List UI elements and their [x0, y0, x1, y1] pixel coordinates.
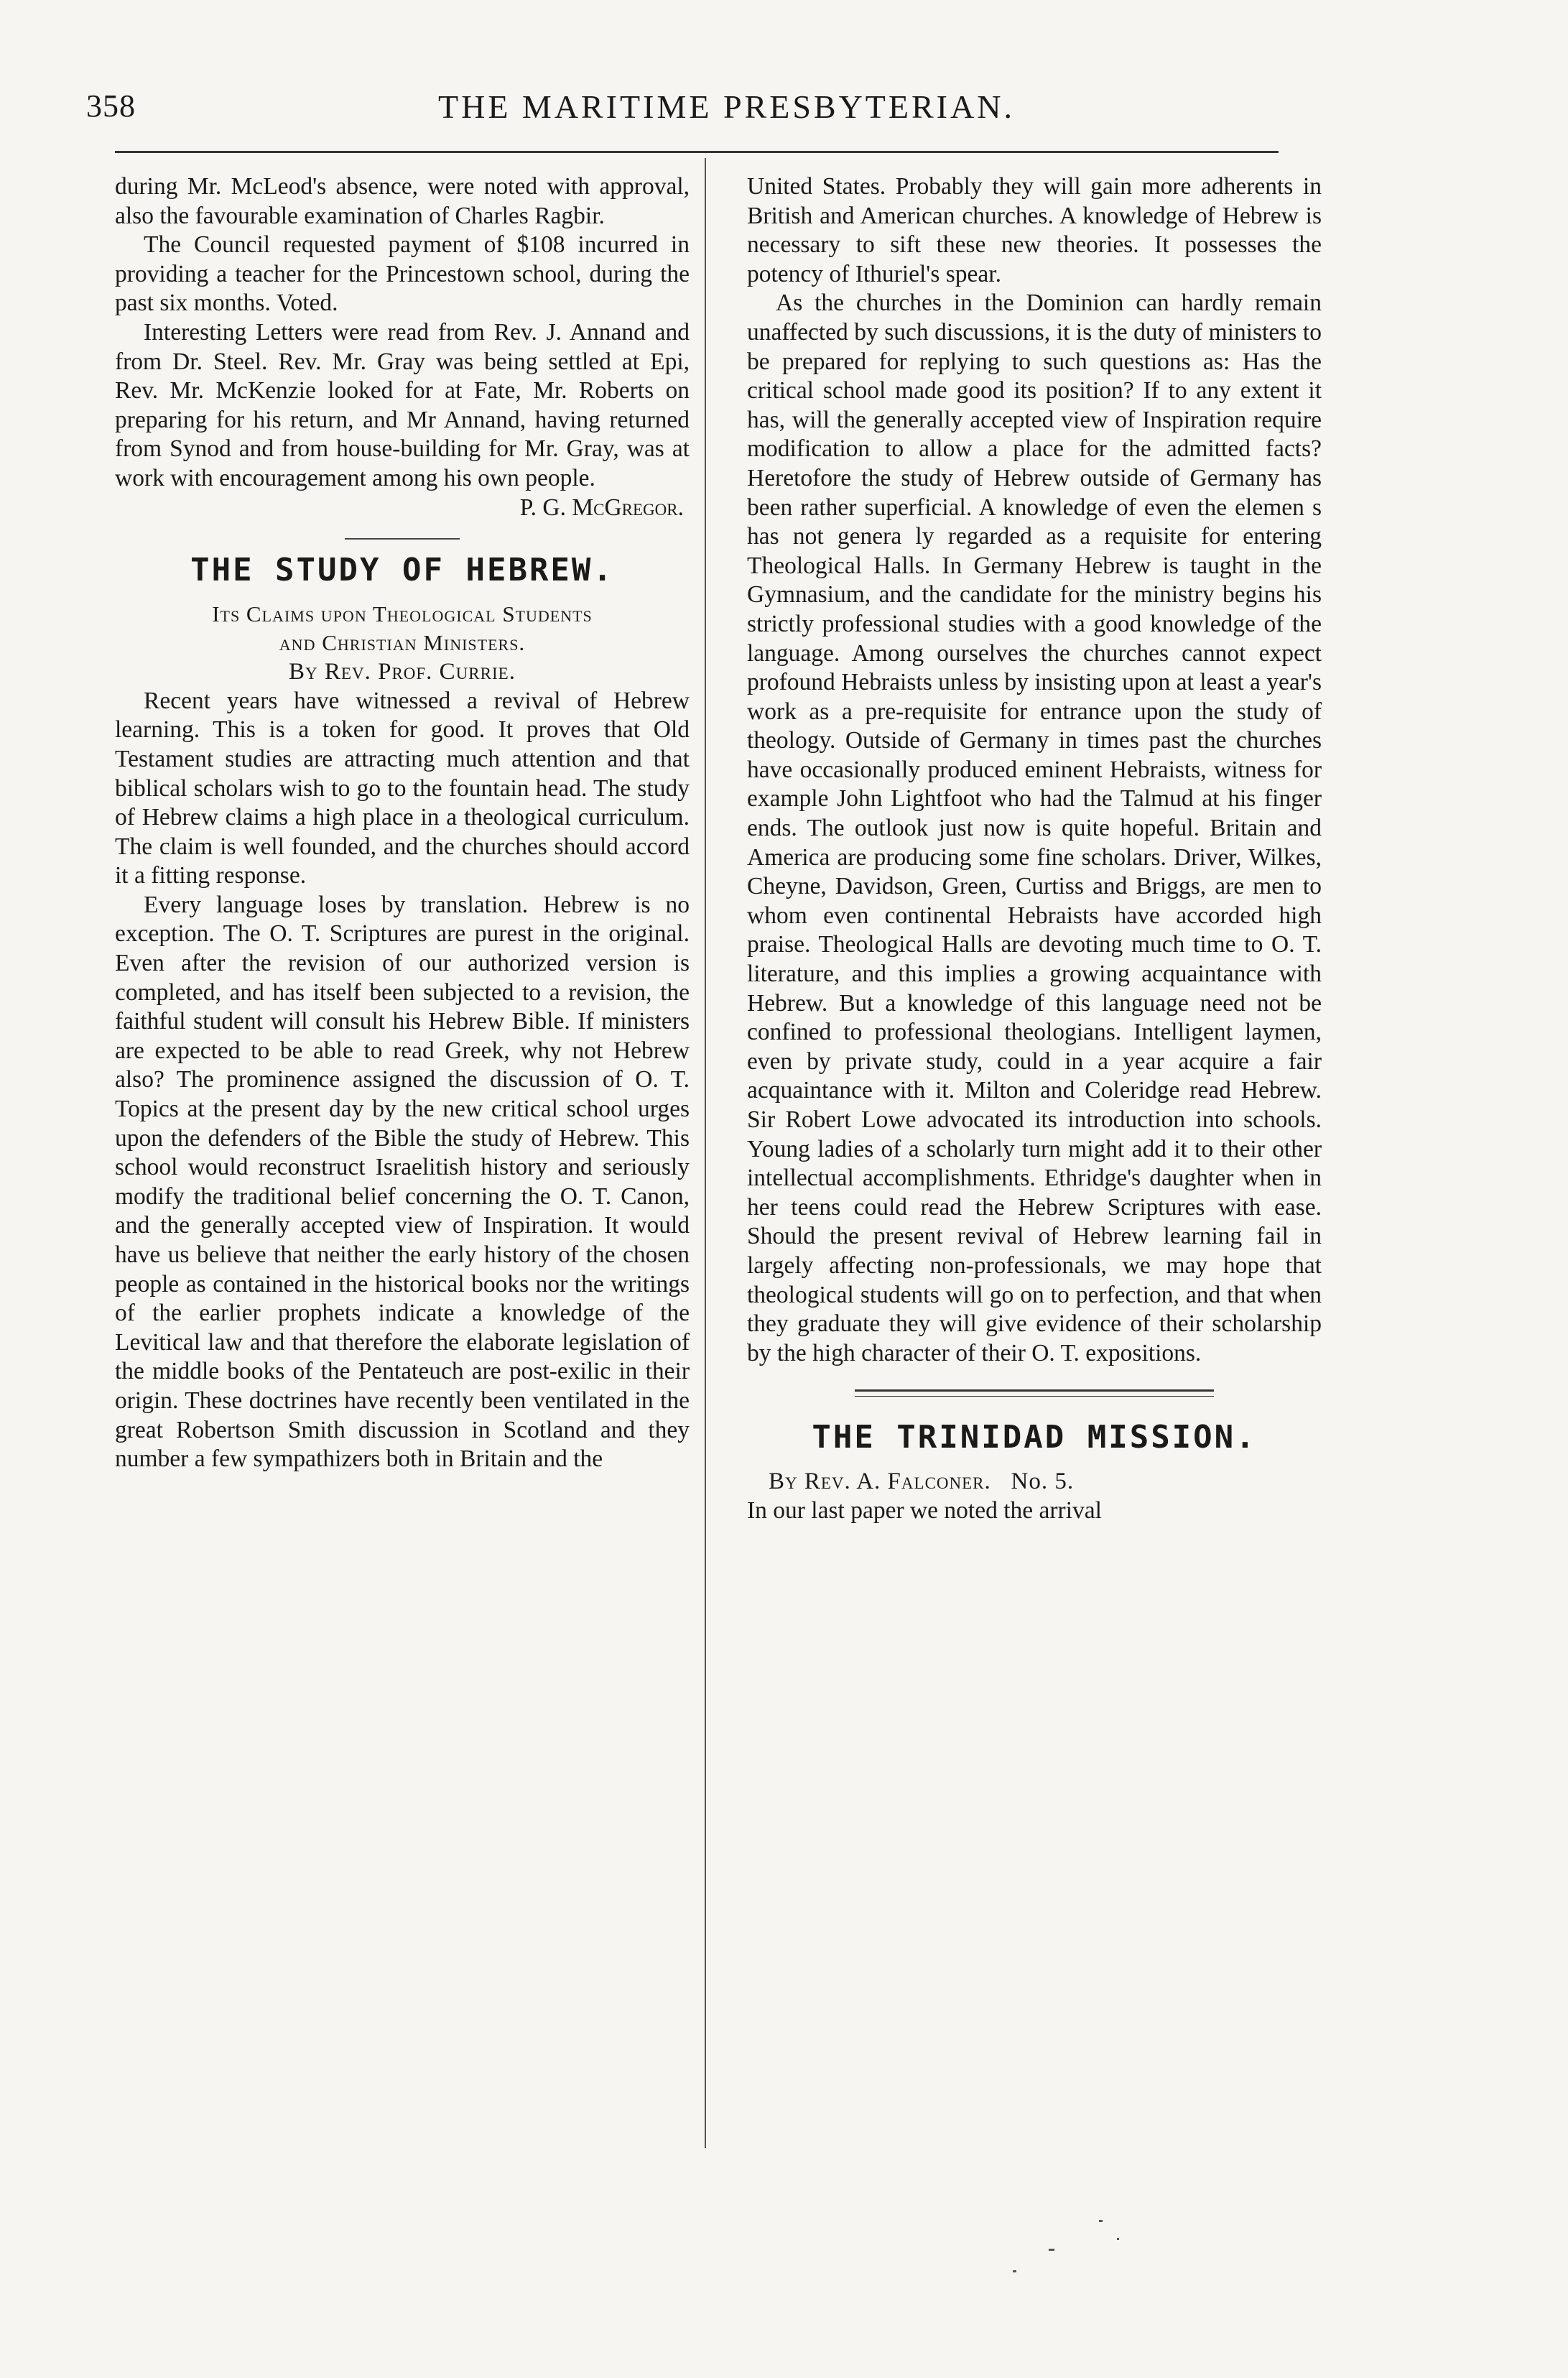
column-divider [705, 158, 706, 2148]
article-title-trinidad: THE TRINIDAD MISSION. [812, 1419, 1257, 1456]
paragraph: during Mr. McLeod's absence, were noted with approval, also the favourable examination of Charles Ragbir. [115, 173, 690, 229]
paragraph: Interesting Letters were read from Rev. J. Annand and from Dr. Steel. Rev. Mr. Gray was being settled at Epi, Rev. Mr. McKenzie looked for at Fate, Mr. Roberts on preparing for his return, and Mr Annand, having returned from Synod and from house-building for Mr. Gray, was at work with encouragement among his own people. [115, 318, 690, 491]
article-subhead: Its Claims upon Theological Students [212, 601, 593, 627]
running-title: THE MARITIME PRESBYTERIAN. [438, 88, 1015, 125]
signature: P. G. McGregor. [519, 494, 684, 521]
paragraph: Recent years have witnessed a revival of Hebrew learning. This is a token for good. It proves that Old Testament studies are attracting much attention and that biblical scholars wish to go to the fountain head. The study of Hebrew claims a high place in a theological curriculum. The claim is well founded, and the churches should accord it a fitting response. [115, 687, 690, 889]
section-divider [855, 1389, 1214, 1397]
paragraph: Every language loses by translation. Hebrew is no exception. The O. T. Scriptures are purest in the original. Even after the revision of our authorized version is completed, and has itself been subjected to a revision, the faithful student will consult his Hebrew Bible. If ministers are expected to be able to read Greek, why not Hebrew also? The prominence assigned the discussion of O. T. Topics at the present day by the new critical school urges upon the defenders of the Bible the study of Hebrew. This school would reconstruct Israelitish history and seriously modify the traditional belief concerning the O. T. Canon, and the generally accepted view of Inspiration. It would have us believe that neither the early history of the chosen people as contained in the historical books nor the writings of the earlier prophets indicate a knowledge of the Levitical law and that therefore the elaborate legislation of the middle books of the Pentateuch are post-exilic in their origin. These doctrines have recently been ventilated in the great Robertson Smith discussion in Scotland and they number a few sympathizers both in Britain and the [115, 891, 690, 1473]
page-number: 358 [86, 88, 136, 124]
article-title-hebrew: THE STUDY OF HEBREW. [190, 552, 614, 589]
paragraph: As the churches in the Dominion can hardly remain unaffected by such discussions, it is the duty of ministers to be prepared for replying to such questions as: Has the critical school made good its position? If to any extent it has, will the generally accepted view of Inspiration require modification to allow a place for the admitted facts? Heretofore the study of Hebrew outside of Germany has been rather superficial. A knowledge of even the elemen s has not genera ly regarded as a requisite for entering Theological Halls. In Germany Hebrew is taught in the Gymnasium, and the candidate for the ministry begins his strictly professional studies with a good knowledge of the language. Among ourselves the churches cannot expect profound Hebraists unless by insisting upon at least a year's work as a pre-requisite for entrance upon the study of theology. Outside of Germany in times past the churches have occasionally produced eminent Hebraists, witness for example John Lightfoot who had the Talmud at his finger ends. The outlook just now is quite hopeful. Britain and America are producing some fine scholars. Driver, Wilkes, Cheyne, Davidson, Green, Curtiss and Briggs, are men to whom even continental Hebraists have accorded high praise. Theological Halls are devoting much time to O. T. literature, and this implies a growing acquaintance with Hebrew. But a knowledge of this language need not be confined to professional theologians. Intelligent laymen, even by private study, could in a year acquire a fair acquaintance with it. Milton and Coleridge read Hebrew. Sir Robert Lowe advocated its introduction into schools. Young ladies of a scholarly turn might add it to their other intellectual accomplishments. Ethridge's daughter when in her teens could read the Hebrew Scriptures with ease. Should the present revival of Hebrew learning fail in largely affecting non-professionals, we may hope that theological students will go on to perfection, and that when they graduate they will give evidence of their scholarship by the high character of their O. T. expositions. [747, 290, 1322, 1366]
paragraph: The Council requested payment of $108 incurred in providing a teacher for the Princestown school, during the past six months. Voted. [115, 231, 690, 317]
article-subhead: and Christian Ministers. [279, 630, 526, 656]
byline-number: No. 5. [1011, 1468, 1075, 1495]
header-rule [115, 151, 1279, 153]
article-byline [747, 1467, 1322, 1496]
left-column [115, 172, 690, 1474]
article-byline: By Rev. Prof. Currie. [289, 659, 516, 685]
right-column [747, 172, 1322, 1526]
section-divider [345, 538, 460, 540]
print-specks [991, 2170, 1135, 2313]
page-header [86, 88, 1279, 138]
byline-author: By Rev. A. Falconer. [769, 1468, 991, 1495]
paragraph: United States. Probably they will gain more adherents in British and American churches. A knowledge of Hebrew is necessary to sift these new theories. It possesses the potency of Ithuriel's spear. [747, 173, 1322, 287]
paragraph: In our last paper we noted the arrival [747, 1496, 1102, 1524]
